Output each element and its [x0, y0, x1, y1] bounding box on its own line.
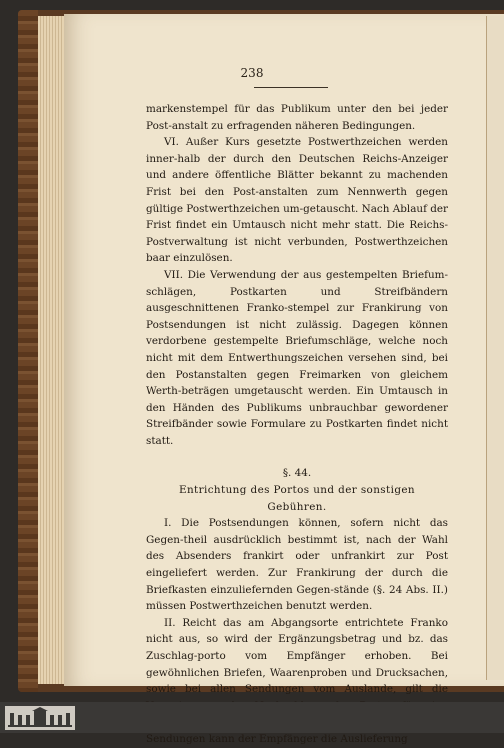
facing-page-edge: [486, 16, 504, 680]
section-title: Entrichtung des Portos und der sonstigen: [178, 484, 416, 497]
page-number: 238: [240, 66, 264, 80]
paragraph: markenstempel für das Publikum unter den bei jeder Post-anstalt zu erfragenden näheren Bedingungen.: [146, 103, 448, 132]
section-title-continued: Gebühren.: [267, 500, 327, 513]
page-stack: [38, 16, 64, 684]
section-number: §. 44.: [282, 467, 312, 480]
header-rule: [254, 87, 328, 88]
library-building-icon: [4, 705, 76, 731]
paragraph: VII. Die Verwendung der aus gestempelten Briefum-schlägen, Postkarten und Streifbändern ausgeschnittenen Franko-stempel zur Frankirung von Postsendungen ist nicht zulässig. Dagegen können verdorbene gestempelte Briefumschläge, welche noch nicht mit dem Entwerthungszeichen versehen sind, bei den Postanstalten gegen Freimarken von gleichem Werth-beträgen umgetauscht werden. Ein Umtausch in den Händen des Publikums unbrauchbar gewordener Streifbänder sowie Formulare zu Postkarten findet nicht statt.: [146, 268, 448, 447]
paragraph: I. Die Postsendungen können, sofern nicht das Gegen-theil ausdrücklich bestimmt ist, nach der Wahl des Absenders frankirt oder unfrankirt zur Post eingeliefert werden. Zur Frankirung der durch die Briefkasten einzuliefernden Gegen-stände (§. 24 Abs. II.) müssen Postwerthzeichen benutzt werden.: [146, 517, 448, 613]
book-cover-edge: [18, 10, 38, 692]
paragraph: VI. Außer Kurs gesetzte Postwerthzeichen werden inner-halb der durch den Deutschen Reichs-Anzeiger und andere öffentliche Blätter bekannt zu machenden Frist bei den Post-anstalten zum Nennwerth gegen gültige Postwerthzeichen um-getauscht. Nach Ablauf der Frist findet ein Umtausch nicht mehr statt. Die Reichs-Postverwaltung ist nicht verbunden, Postwerthzeichen baar einzulösen.: [146, 136, 449, 265]
page-text: [146, 101, 448, 748]
viewer-footer: [0, 702, 504, 733]
paragraph: II. Reicht das am Abgangsorte entrichtete Franko nicht aus, so wird der Ergänzungsbetrag und bz. das Zuschlag-porto vom Empfänger erhoben. Bei gewöhnlichen Briefen, Waarenproben und Drucksachen, sowie bei allen Sendungen vom Auslande, gilt die Sendungen kann der Empfänger die Auslieferung: [146, 616, 448, 745]
